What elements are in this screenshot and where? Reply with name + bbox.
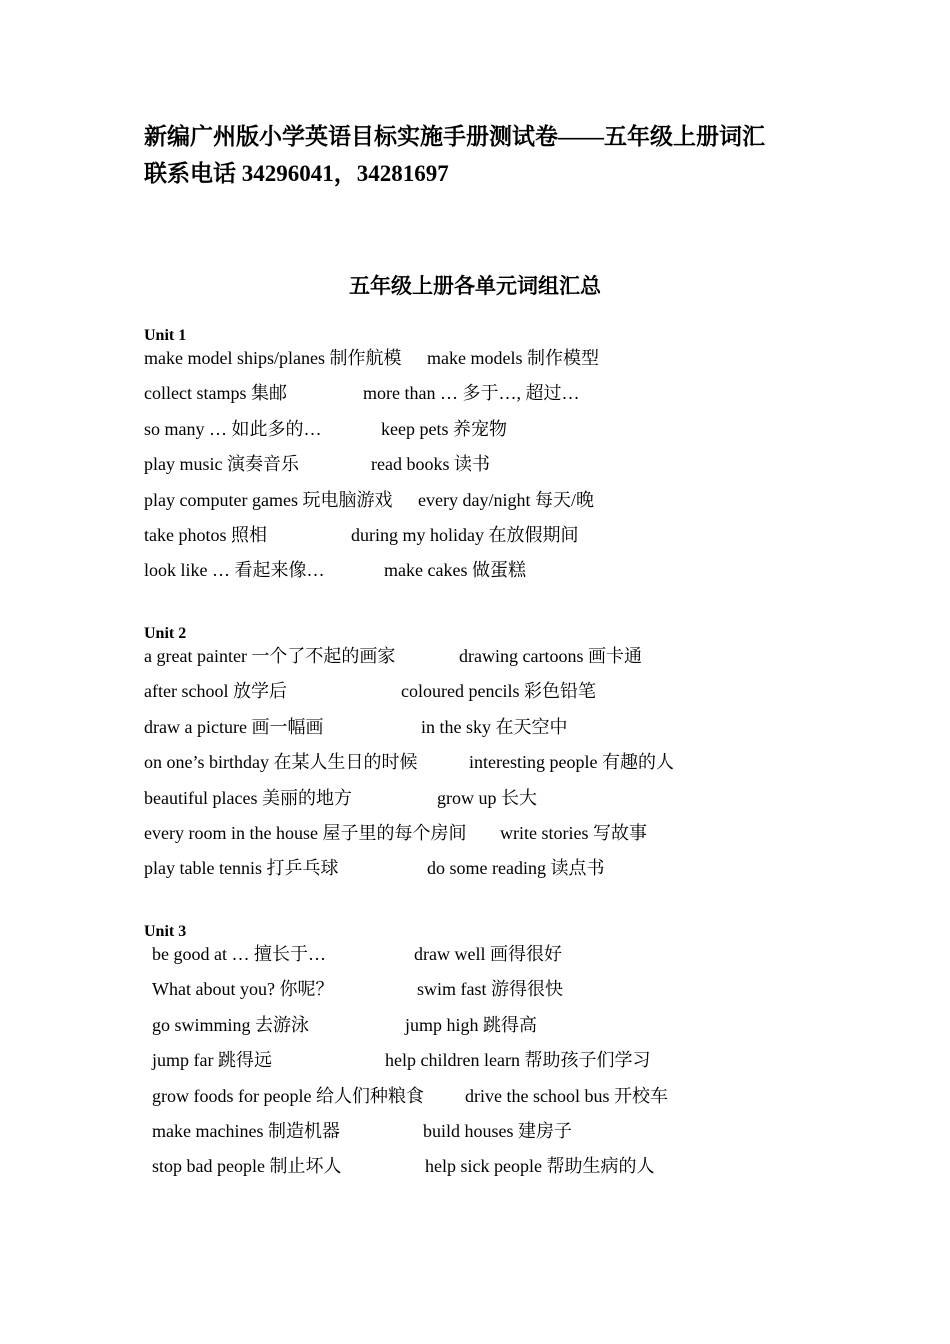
phrase-row	[144, 1048, 651, 1083]
phrase-left: be good at … 擅长于…	[152, 944, 326, 964]
header-contact: 联系电话 34296041，34281697	[144, 161, 449, 186]
phrase-right: keep pets 养宠物	[381, 418, 507, 439]
phrase-left: after school 放学后	[144, 681, 287, 702]
phrase-row	[144, 856, 605, 891]
phrase-left: make machines 制造机器	[152, 1120, 340, 1141]
unit-heading: Unit 1	[144, 327, 187, 344]
phrase-right: make models 制作模型	[427, 348, 599, 368]
phrase-left: play computer games 玩电脑游戏	[144, 489, 393, 510]
phrase-row	[144, 417, 507, 452]
phrase-right: interesting people 有趣的人	[469, 752, 674, 773]
unit-1-section	[144, 326, 599, 594]
phrase-left: jump far 跳得远	[152, 1050, 272, 1071]
phrase-row	[144, 786, 537, 821]
phrase-row	[144, 750, 674, 785]
unit-2-section	[144, 624, 674, 892]
phrase-right: read books 读书	[371, 454, 490, 475]
phrase-left: a great painter 一个了不起的画家	[144, 646, 396, 666]
phrase-right: swim fast 游得很快	[417, 979, 563, 1000]
phrase-right: write stories 写故事	[500, 822, 647, 843]
phrase-right: do some reading 读点书	[427, 858, 605, 879]
phrase-left: stop bad people 制止坏人	[152, 1156, 342, 1177]
phrase-left: every room in the house 屋子里的每个房间	[144, 822, 467, 843]
phrase-row	[144, 821, 647, 856]
document-header	[144, 118, 844, 192]
phrase-right: build houses 建房子	[423, 1120, 573, 1141]
phrase-right: make cakes 做蛋糕	[384, 560, 526, 581]
unit-heading: Unit 3	[144, 923, 187, 940]
phrase-right: more than … 多于…, 超过…	[363, 383, 580, 404]
phrase-row	[144, 381, 580, 416]
phrase-left: play music 演奏音乐	[144, 454, 299, 475]
phrase-right: during my holiday 在放假期间	[351, 524, 579, 545]
phrase-row	[144, 644, 642, 679]
phrase-right: coloured pencils 彩色铅笔	[401, 681, 596, 702]
unit-heading: Unit 2	[144, 625, 187, 642]
phrase-left: go swimming 去游泳	[152, 1014, 310, 1035]
phrase-row	[144, 1119, 573, 1154]
phrase-row	[144, 346, 599, 381]
phrase-left: beautiful places 美丽的地方	[144, 787, 352, 808]
phrase-left: What about you? 你呢？	[152, 979, 334, 1000]
phrase-left: on one’s birthday 在某人生日的时候	[144, 752, 418, 773]
phrase-right: help children learn 帮助孩子们学习	[385, 1050, 651, 1071]
phrase-right: draw well 画得很好	[414, 944, 562, 964]
phrase-row	[144, 942, 562, 977]
phrase-left: make model ships/planes 制作航模	[144, 348, 402, 368]
section-title: 五年级上册各单元词组汇总	[349, 274, 601, 298]
phrase-left: draw a picture 画一幅画	[144, 716, 324, 737]
phrase-left: play table tennis 打乒乓球	[144, 858, 339, 879]
phrase-left: so many … 如此多的…	[144, 418, 322, 439]
phrase-row	[144, 452, 490, 487]
phrase-row	[144, 715, 568, 750]
phrase-right: jump high 跳得高	[405, 1014, 538, 1035]
phrase-row	[144, 1084, 668, 1119]
phrase-left: grow foods for people 给人们种粮食	[152, 1085, 424, 1106]
phrase-row	[144, 1013, 538, 1048]
phrase-row	[144, 488, 594, 523]
phrase-left: collect stamps 集邮	[144, 383, 287, 404]
phrase-row	[144, 977, 563, 1012]
phrase-right: in the sky 在天空中	[421, 716, 568, 737]
header-title: 新编广州版小学英语目标实施手册测试卷——五年级上册词汇	[144, 124, 765, 149]
phrase-row	[144, 679, 596, 714]
phrase-row	[144, 523, 579, 558]
phrase-row	[144, 558, 526, 593]
phrase-right: grow up 长大	[437, 787, 537, 808]
phrase-row	[144, 1154, 655, 1189]
phrase-right: drive the school bus 开校车	[465, 1085, 668, 1106]
phrase-right: drawing cartoons 画卡通	[459, 646, 642, 666]
phrase-left: take photos 照相	[144, 524, 267, 545]
phrase-right: help sick people 帮助生病的人	[425, 1156, 655, 1177]
phrase-right: every day/night 每天/晚	[418, 489, 594, 510]
unit-3-section	[144, 922, 668, 1190]
phrase-left: look like … 看起来像…	[144, 560, 325, 581]
